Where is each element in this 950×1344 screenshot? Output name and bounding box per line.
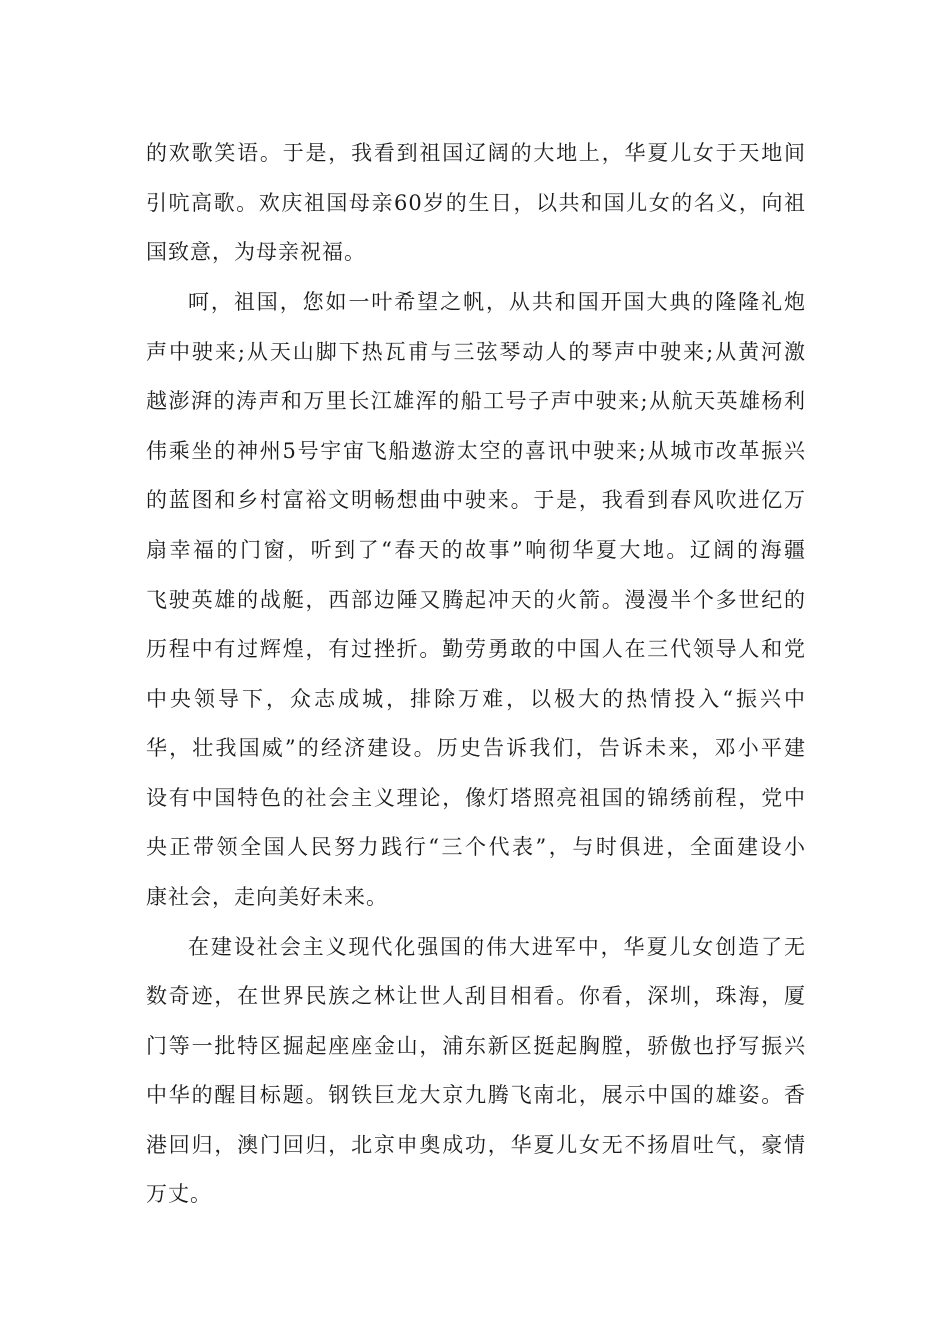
text-line: 呵，祖国，您如一叶希望之帆，从共和国开国大典的隆隆礼炮 — [188, 290, 806, 314]
text-line: 设有中国特色的社会主义理论，像灯塔照亮祖国的锦绣前程，党中 — [146, 786, 806, 810]
text-line: 康社会，走向美好未来。 — [146, 885, 388, 909]
text-line: 门等一批特区掘起座座金山，浦东新区挺起胸膛，骄傲也抒写振兴 — [146, 1034, 806, 1058]
text-line: 越澎湃的涛声和万里长江雄浑的船工号子声中驶来;从航天英雄杨利 — [146, 389, 806, 413]
text-line: 伟乘坐的神州5号宇宙飞船遨游太空的喜讯中驶来;从城市改革振兴 — [146, 439, 806, 463]
text-line: 数奇迹，在世界民族之林让世人刮目相看。你看，深圳，珠海，厦 — [146, 984, 806, 1008]
text-line: 引吭高歌。欢庆祖国母亲60岁的生日，以共和国儿女的名义，向祖 — [146, 191, 806, 215]
text-line: 飞驶英雄的战艇，西部边陲又腾起冲天的火箭。漫漫半个多世纪的 — [146, 588, 806, 612]
text-line: 央正带领全国人民努力践行“三个代表”，与时俱进，全面建设小 — [146, 835, 806, 859]
text-line: 万丈。 — [146, 1182, 212, 1206]
text-line: 国致意，为母亲祝福。 — [146, 240, 366, 264]
text-line: 中华的醒目标题。钢铁巨龙大京九腾飞南北，展示中国的雄姿。香 — [146, 1083, 806, 1107]
text-line: 在建设社会主义现代化强国的伟大进军中，华夏儿女创造了无 — [188, 935, 806, 959]
text-line: 声中驶来;从天山脚下热瓦甫与三弦琴动人的琴声中驶来;从黄河激 — [146, 340, 806, 364]
text-line: 华，壮我国威”的经济建设。历史告诉我们，告诉未来，邓小平建 — [146, 736, 806, 760]
text-line: 港回归，澳门回归，北京申奥成功，华夏儿女无不扬眉吐气，豪情 — [146, 1133, 806, 1157]
text-line: 历程中有过辉煌，有过挫折。勤劳勇敢的中国人在三代领导人和党 — [146, 637, 806, 661]
text-line: 扇幸福的门窗，听到了“春天的故事”响彻华夏大地。辽阔的海疆 — [146, 538, 806, 562]
text-line: 的欢歌笑语。于是，我看到祖国辽阔的大地上，华夏儿女于天地间 — [146, 141, 806, 165]
text-line: 中央领导下，众志成城，排除万难，以极大的热情投入“振兴中 — [146, 687, 806, 711]
text-line: 的蓝图和乡村富裕文明畅想曲中驶来。于是，我看到春风吹进亿万 — [146, 488, 806, 512]
